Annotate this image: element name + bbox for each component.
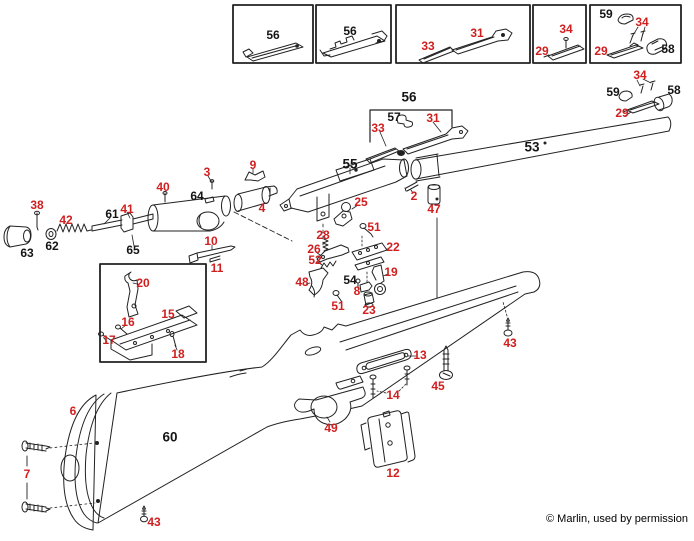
part-number-bolt-assembly-40: 40	[156, 180, 170, 194]
guard-inset-sketch	[99, 264, 207, 362]
part-number-rear-sight-group-58: 58	[667, 83, 681, 97]
buttplate-sketch	[22, 393, 111, 530]
part-number-inset-box-2-56: 56	[343, 24, 357, 38]
part-number-magazine-group-14: 14	[386, 388, 400, 402]
part-number-stock-43: 43	[503, 336, 517, 350]
part-number-receiver-47: 47	[427, 202, 441, 216]
part-number-inset-box-3-31: 31	[470, 26, 484, 40]
part-number-barrel-53: 53	[524, 139, 540, 155]
part-number-bolt-assembly-38: 38	[30, 198, 44, 212]
copyright-note: © Marlin, used by permission	[546, 513, 688, 525]
part-number-inset-box-5-29: 29	[594, 44, 608, 58]
part-number-trigger-group-51: 51	[331, 299, 345, 313]
part-number-guard-inset-15: 15	[161, 307, 175, 321]
part-number-trigger-group-52: 52	[308, 253, 322, 267]
part-number-bolt-assembly-61: 61	[105, 207, 119, 221]
sight-group-sketch	[366, 110, 468, 163]
barrel-sketch	[411, 117, 671, 181]
part-number-inset-box-4-34: 34	[559, 22, 573, 36]
part-number-bolt-assembly-63: 63	[20, 246, 34, 260]
part-number-receiver-2: 2	[410, 189, 418, 203]
part-number-sight-group-31: 31	[426, 111, 440, 125]
part-number-magazine-group-45: 45	[431, 379, 445, 393]
part-number-trigger-group-23: 23	[362, 303, 376, 317]
part-number-inset-box-5-59: 59	[599, 7, 613, 21]
part-number-inset-box-1-56: 56	[266, 28, 280, 42]
part-number-guard-inset-16: 16	[121, 315, 135, 329]
part-number-bolt-assembly-64: 64	[190, 189, 204, 203]
part-number-sight-group-33: 33	[371, 121, 385, 135]
part-number-sight-group-57: 57	[387, 110, 401, 124]
part-number-rear-sight-group-59: 59	[606, 85, 620, 99]
part-number-inset-box-5-34: 34	[635, 15, 649, 29]
part-number-bolt-assembly-10: 10	[204, 234, 218, 248]
part-number-guard-inset-17: 17	[102, 333, 116, 347]
part-number-bolt-assembly-65: 65	[126, 243, 140, 257]
part-number-trigger-group-25: 25	[354, 195, 368, 209]
part-number-rear-sight-group-34: 34	[633, 68, 647, 82]
part-number-receiver-55: 55	[342, 156, 358, 172]
part-number-inset-box-5-58: 58	[661, 42, 675, 56]
part-number-stock-6: 6	[69, 404, 77, 418]
part-number-trigger-group-8: 8	[353, 284, 361, 298]
part-number-trigger-guard-49: 49	[324, 421, 338, 435]
part-number-trigger-group-22: 22	[386, 240, 400, 254]
part-number-inset-box-4-29: 29	[535, 44, 549, 58]
part-number-stock-60: 60	[162, 429, 178, 445]
part-number-trigger-group-28: 28	[316, 228, 330, 242]
part-number-guard-inset-18: 18	[171, 347, 185, 361]
inset-box-1-sketch	[243, 43, 303, 61]
part-number-bolt-assembly-9: 9	[249, 158, 257, 172]
part-number-sight-group-56: 56	[401, 89, 417, 105]
part-number-guard-inset-20: 20	[136, 276, 150, 290]
part-number-stock-7: 7	[23, 467, 31, 481]
stock-sketch	[77, 272, 540, 523]
part-number-trigger-group-48: 48	[295, 275, 309, 289]
part-number-bolt-assembly-11: 11	[210, 261, 224, 275]
part-number-trigger-group-51: 51	[367, 220, 381, 234]
part-number-magazine-group-13: 13	[413, 348, 427, 362]
part-number-rear-sight-group-29: 29	[615, 106, 629, 120]
part-number-bolt-assembly-4: 4	[258, 201, 266, 215]
part-number-inset-box-3-33: 33	[421, 39, 435, 53]
inset-box-4-sketch	[544, 38, 584, 61]
part-number-bolt-assembly-3: 3	[203, 165, 211, 179]
part-number-bolt-assembly-41: 41	[120, 202, 134, 216]
part-number-stock-43: 43	[147, 515, 161, 529]
part-number-trigger-group-54: 54	[343, 273, 357, 287]
part-number-trigger-group-19: 19	[384, 265, 398, 279]
part-number-magazine-group-12: 12	[386, 466, 400, 480]
part-number-trigger-group-26: 26	[307, 242, 321, 256]
part-number-bolt-assembly-42: 42	[59, 213, 73, 227]
part-number-bolt-assembly-62: 62	[45, 239, 59, 253]
